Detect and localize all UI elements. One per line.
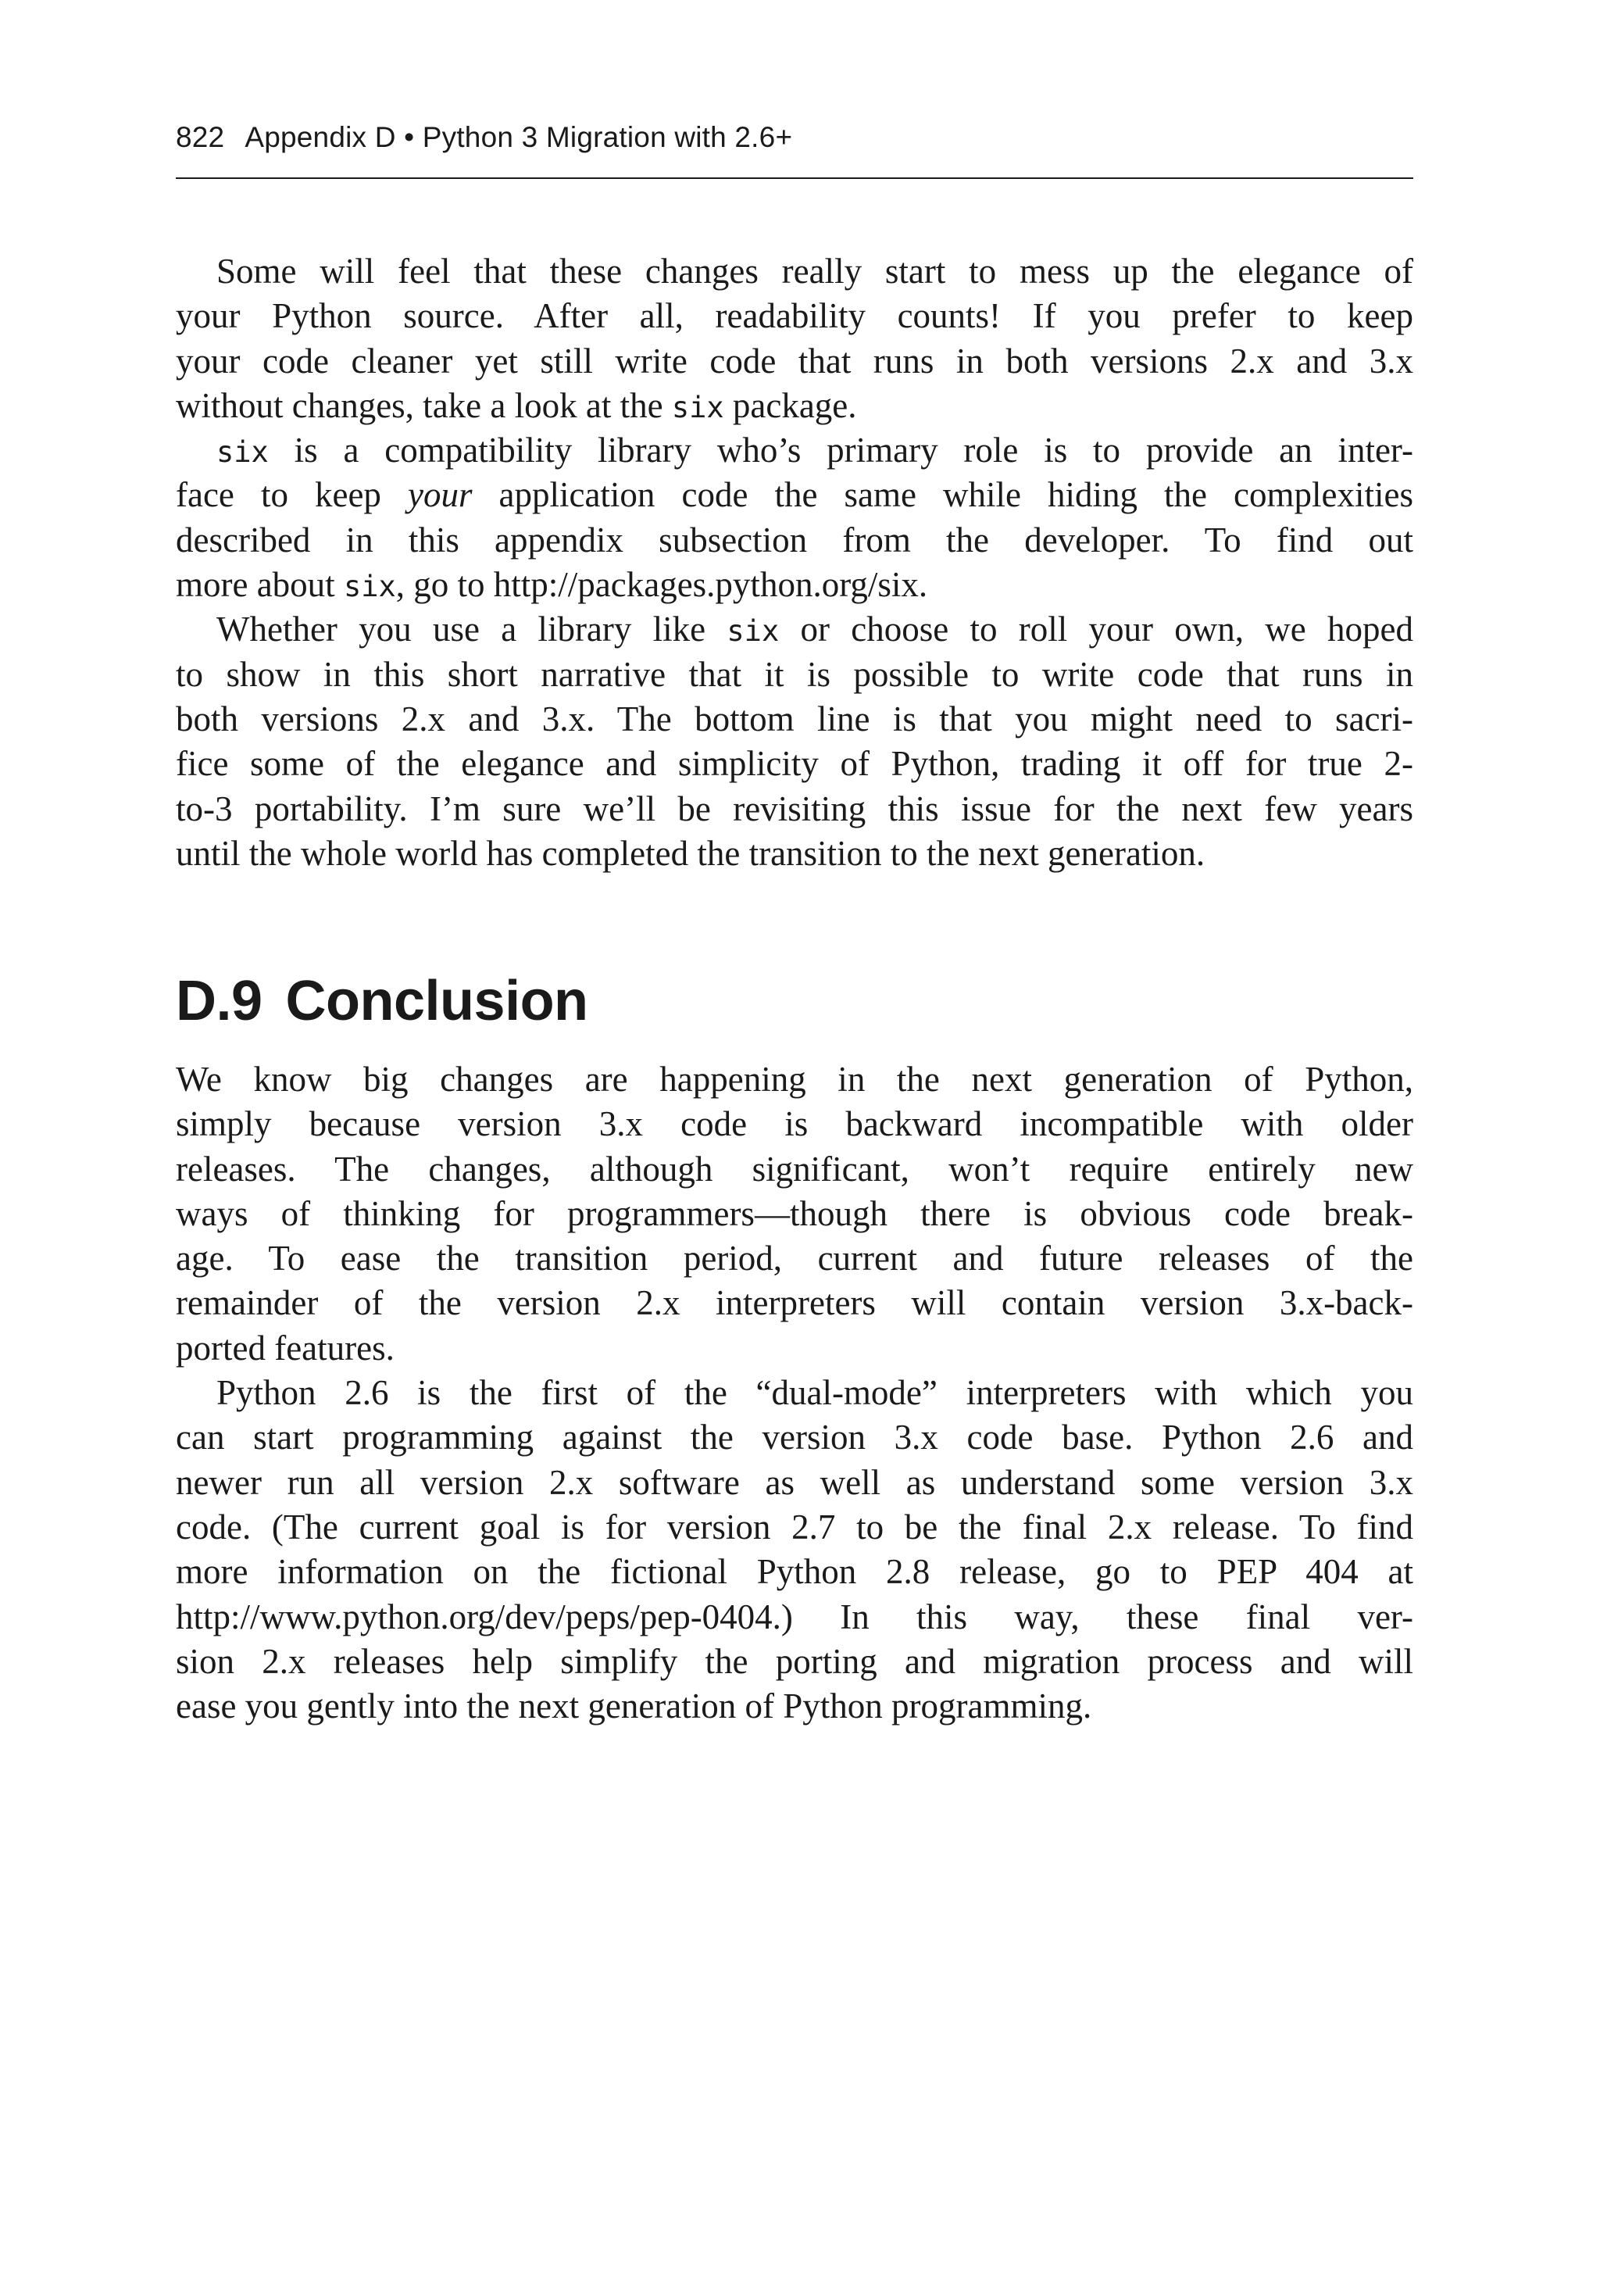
text-line: We know big changes are happening in the next generation of Python, xyxy=(176,1060,1413,1099)
text-line: more information on the fictional Python 2.8 release, go to PEP 404 at xyxy=(176,1552,1413,1592)
chapter-title: Appendix D • Python 3 Migration with 2.6+ xyxy=(245,121,793,153)
text-line xyxy=(176,428,1413,473)
conclusion-text xyxy=(176,1057,1413,1729)
inline-code: six xyxy=(727,614,780,649)
page-number: 822 xyxy=(176,121,225,153)
text-line: to show in this short narrative that it is possible to write code that runs in xyxy=(176,654,1413,694)
paragraph-dual-mode xyxy=(176,1371,1413,1729)
paragraph-readability xyxy=(176,249,1413,428)
text-line: age. To ease the transition period, current and future releases of the xyxy=(176,1239,1413,1279)
section-title: Conclusion xyxy=(285,970,588,1032)
header-rule xyxy=(176,177,1413,179)
text-line: until the whole world has completed the transition to the next generation. xyxy=(176,833,1205,873)
running-head xyxy=(176,121,792,154)
text-line: simply because version 3.x code is backward incompatible with older xyxy=(176,1104,1413,1144)
text-run: without changes, take a look at the xyxy=(176,385,672,425)
paragraph-portability xyxy=(176,607,1413,876)
text-run: application code the same while hiding the complexities xyxy=(472,475,1413,515)
inline-code: six xyxy=(216,435,269,470)
text-line: releases. The changes, although significant, won’t require entirely new xyxy=(176,1149,1413,1189)
text-line: can start programming against the version 3.x code base. Python 2.6 and xyxy=(176,1418,1413,1457)
intro-text xyxy=(176,249,1413,876)
text-run: Whether you use a library like xyxy=(216,610,727,649)
text-line: Python 2.6 is the first of the “dual-mode” interpreters with which you xyxy=(216,1373,1413,1413)
text-line: code. (The current goal is for version 2.7 to be the final 2.x release. To find xyxy=(176,1507,1413,1547)
text-run: , go to http://packages.python.org/six. xyxy=(395,565,928,605)
text-line: described in this appendix subsection from the developer. To find out xyxy=(176,520,1413,560)
text-line: both versions 2.x and 3.x. The bottom line is that you might need to sacri- xyxy=(176,699,1413,739)
section-heading xyxy=(176,969,588,1033)
text-run: more about xyxy=(176,565,344,605)
inline-code: six xyxy=(671,390,724,424)
text-run: face to keep xyxy=(176,475,408,515)
text-line: to-3 portability. I’m sure we’ll be revisiting this issue for the next few years xyxy=(176,789,1413,828)
text-run: package. xyxy=(723,385,857,425)
text-line: fice some of the elegance and simplicity of Python, trading it off for true 2- xyxy=(176,744,1413,784)
text-line: newer run all version 2.x software as well as understand some version 3.x xyxy=(176,1462,1413,1502)
text-line: your code cleaner yet still write code that runs in both versions 2.x and 3.x xyxy=(176,341,1413,381)
paragraph-big-changes xyxy=(176,1057,1413,1371)
inline-code: six xyxy=(343,570,396,604)
section-number: D.9 xyxy=(176,970,262,1032)
text-run: or choose to roll your own, we hoped xyxy=(779,610,1413,649)
text-line xyxy=(176,473,1413,517)
text-line: Some will feel that these changes really start to mess up the elegance of xyxy=(216,252,1413,291)
text-line: ported features. xyxy=(176,1328,395,1368)
text-line: http://www.python.org/dev/peps/pep-0404.) In this way, these final ver- xyxy=(176,1597,1413,1636)
text-line: your Python source. After all, readability counts! If you prefer to keep xyxy=(176,296,1413,336)
emphasis: your xyxy=(407,475,473,515)
text-line xyxy=(176,563,1413,607)
text-run: is a compatibility library who’s primary role is to provide an inter- xyxy=(268,431,1413,470)
paragraph-six xyxy=(176,428,1413,607)
text-line: remainder of the version 2.x interpreters will contain version 3.x-back- xyxy=(176,1283,1413,1323)
text-line: ease you gently into the next generation of Python programming. xyxy=(176,1686,1092,1726)
text-line: sion 2.x releases help simplify the porting and migration process and will xyxy=(176,1641,1413,1681)
text-line xyxy=(176,607,1413,652)
text-line xyxy=(176,384,1413,428)
text-line: ways of thinking for programmers—though there is obvious code break- xyxy=(176,1193,1413,1233)
